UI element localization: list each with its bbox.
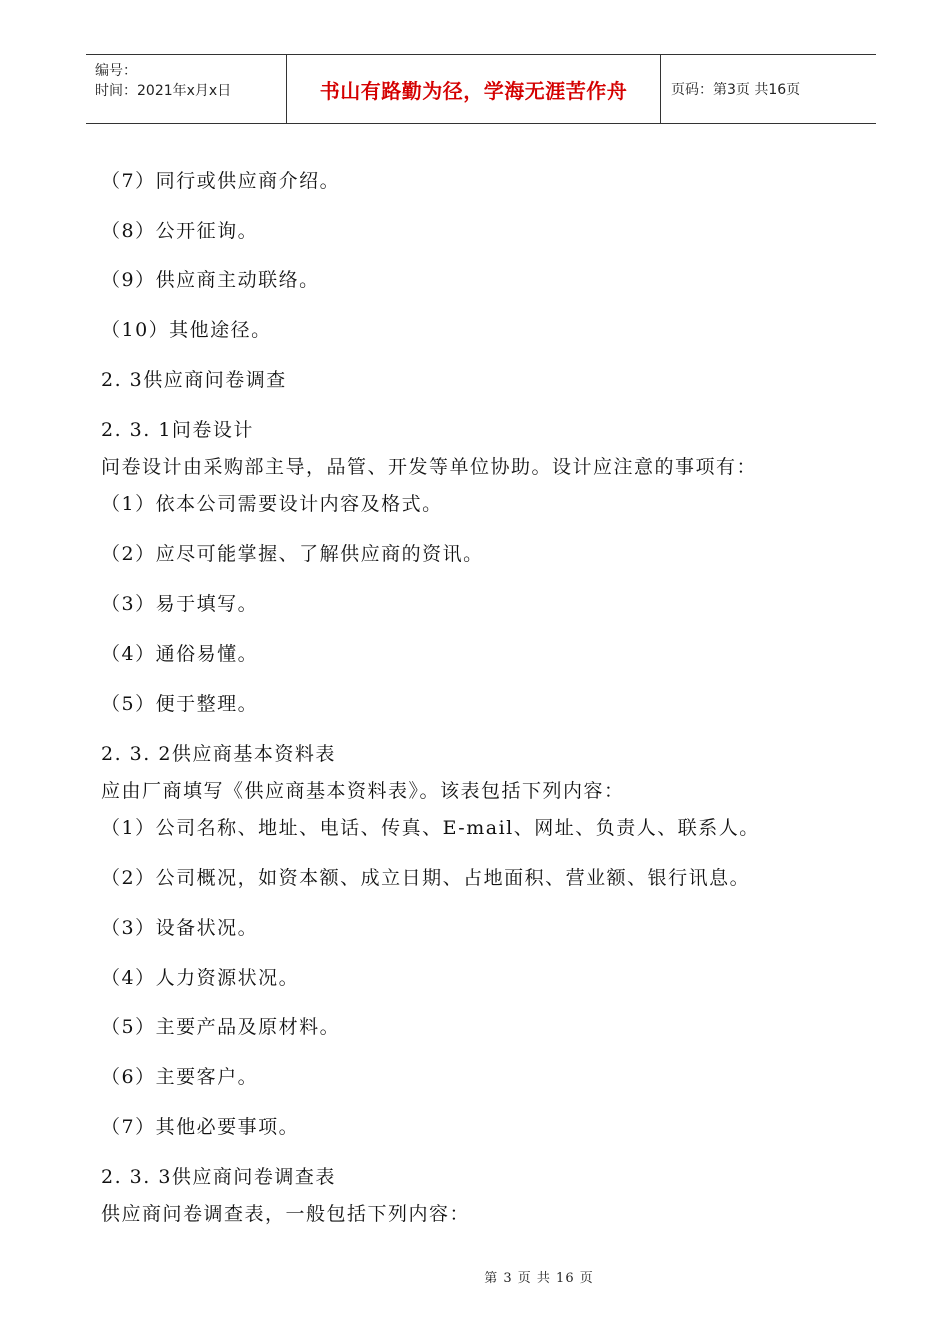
document-number-label: 编号： — [95, 63, 137, 79]
subsection-heading: 2. 3. 1问卷设计 — [101, 419, 254, 441]
list-item: （6）主要客户。 — [101, 1066, 259, 1088]
header-motto: 书山有路勤为径，学海无涯苦作舟 — [319, 78, 628, 103]
list-item: （1）依本公司需要设计内容及格式。 — [101, 493, 443, 515]
subsection-heading: 2. 3. 3供应商问卷调查表 — [101, 1166, 336, 1188]
paragraph: 问卷设计由采购部主导，品管、开发等单位协助。设计应注意的事项有： — [101, 456, 758, 478]
list-item: （3）设备状况。 — [101, 917, 259, 939]
document-time-label: 时间：2021年x月x日 — [95, 83, 232, 99]
list-item: （5）便于整理。 — [101, 693, 259, 715]
header-page-cell — [661, 55, 876, 123]
page-footer — [0, 1267, 950, 1286]
list-item: （2）应尽可能掌握、了解供应商的资讯。 — [101, 543, 484, 565]
subsection-heading: 2. 3. 2供应商基本资料表 — [101, 743, 336, 765]
list-item: （9）供应商主动联络。 — [101, 269, 320, 291]
list-item: （5）主要产品及原材料。 — [101, 1016, 341, 1038]
list-item: （7）同行或供应商介绍。 — [101, 170, 341, 192]
header-page-info: 页码：第3页 共16页 — [671, 82, 801, 98]
paragraph: 供应商问卷调查表，一般包括下列内容： — [101, 1203, 471, 1225]
list-item: （7）其他必要事项。 — [101, 1116, 300, 1138]
header-motto-cell — [287, 55, 661, 123]
list-item: （8）公开征询。 — [101, 220, 259, 242]
footer-page-number: 第 3 页 共 16 页 — [484, 1271, 594, 1286]
page-header — [86, 54, 876, 124]
list-item: （3）易于填写。 — [101, 593, 259, 615]
list-item: （4）人力资源状况。 — [101, 967, 300, 989]
section-heading: 2. 3供应商问卷调查 — [101, 369, 287, 391]
list-item: （4）通俗易懂。 — [101, 643, 259, 665]
header-meta-cell — [86, 55, 287, 123]
list-item: （1）公司名称、地址、电话、传真、E-mail、网址、负责人、联系人。 — [101, 817, 760, 839]
paragraph: 应由厂商填写《供应商基本资料表》。该表包括下列内容： — [101, 780, 625, 802]
list-item: （10）其他途径。 — [101, 319, 272, 341]
list-item: （2）公司概况，如资本额、成立日期、占地面积、营业额、银行讯息。 — [101, 867, 751, 889]
